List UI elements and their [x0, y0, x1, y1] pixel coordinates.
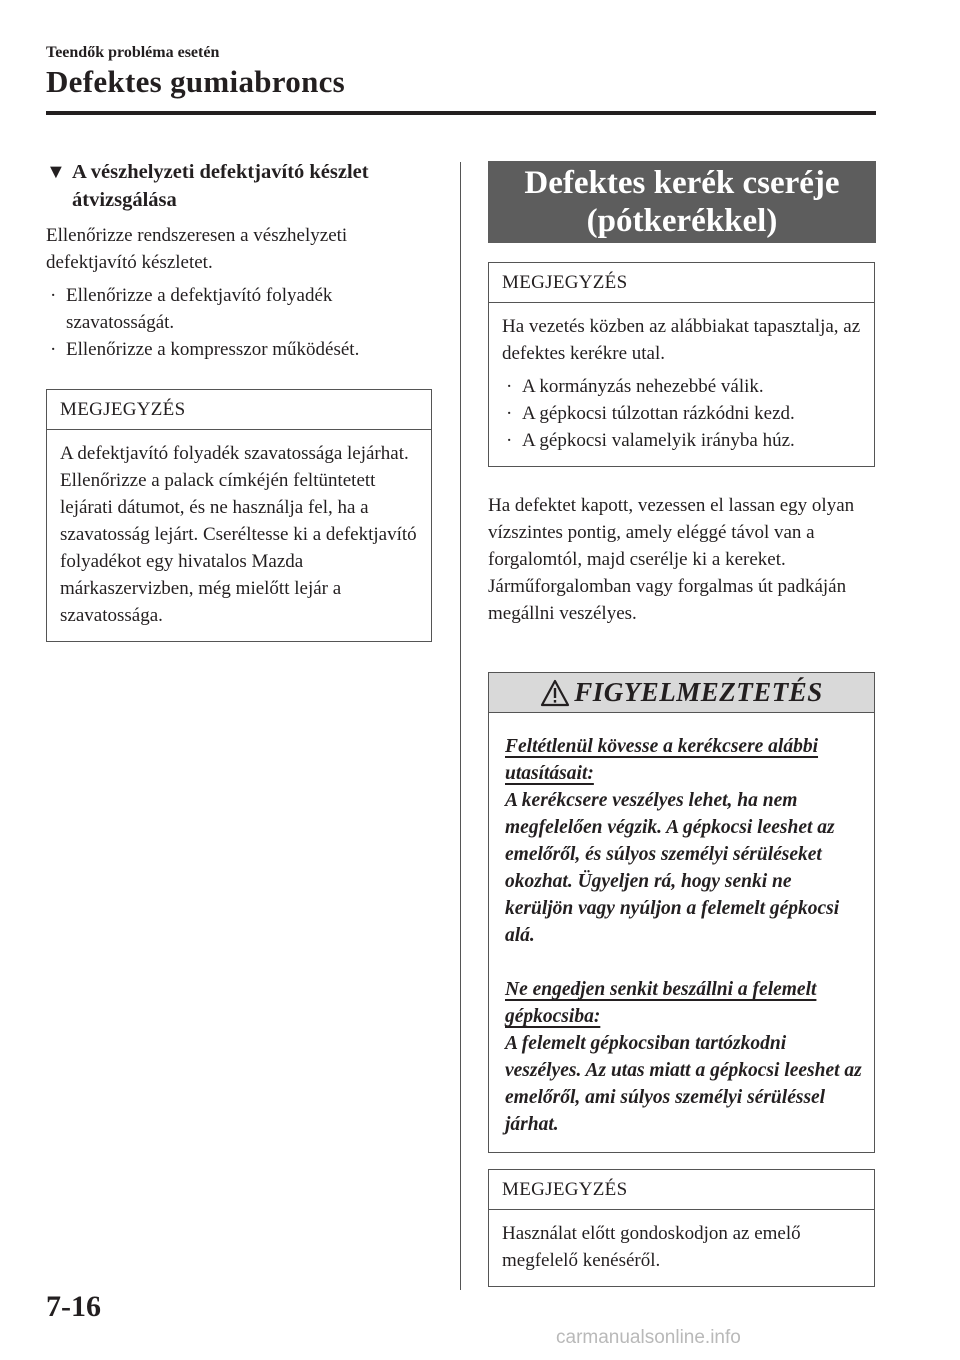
- note-box-left: [46, 389, 432, 642]
- subsection-heading-line2: átvizsgálása: [72, 189, 177, 211]
- warning-box: [488, 672, 875, 1153]
- note-title: MEGJEGYZÉS: [489, 263, 874, 303]
- section-banner: [488, 161, 876, 243]
- paragraph-2: Járműforgalomban vagy forgalmas út padkáján megállni veszélyes.: [488, 576, 847, 624]
- intro-paragraph: Ellenőrizze rendszeresen a vészhelyzeti defektjavító készletet.: [46, 225, 348, 273]
- warning-lead-2: Ne engedjen senkit beszállni a felemelt gépkocsiba:: [505, 979, 817, 1027]
- warning-triangle-icon: [540, 679, 570, 707]
- list-item: · A gépkocsi túlzottan rázkódni kezd.: [502, 400, 861, 427]
- warning-header: [489, 673, 874, 713]
- note-box-jack: [488, 1169, 875, 1287]
- paragraph-1: Ha defektet kapott, vezessen el lassan egy olyan vízszintes pontig, amely eléggé távol van a forgalomtól, majd cserélje ki a kereket.: [488, 495, 855, 570]
- banner-line2: (pótkerékkel): [586, 203, 778, 239]
- symptom-list: [502, 373, 861, 454]
- list-item: · Ellenőrizze a kompresszor működését.: [46, 336, 432, 363]
- triangle-marker-icon: ▼: [46, 161, 66, 183]
- bullet-icon: ·: [506, 376, 513, 397]
- note-title: MEGJEGYZÉS: [47, 390, 431, 430]
- subsection-heading-line1: A vészhelyzeti defektjavító készlet: [72, 161, 369, 183]
- check-list: [46, 282, 432, 363]
- warning-body: [489, 713, 874, 1152]
- bullet-icon: ·: [50, 285, 57, 306]
- warning-text-2: A felemelt gépkocsiban tartózkodni veszélyes. Az utas miatt a gépkocsi leeshet az emelőről, ami súlyos személyi sérüléssel járhat.: [505, 1033, 862, 1135]
- left-column: [46, 158, 432, 642]
- warning-lead-1: Feltétlenül kövesse a kerékcsere alábbi utasításait:: [505, 736, 819, 784]
- watermark: carmanualsonline.info: [556, 1327, 741, 1348]
- warning-title: FIGYELMEZTETÉS: [574, 677, 823, 707]
- subsection-heading: [46, 158, 432, 214]
- warning-text-1: A kerékcsere veszélyes lehet, ha nem megfelelően végzik. A gépkocsi leeshet az emelőről, és súlyos személyi sérüléseket okozhat. Ügyeljen rá, hogy senki ne kerüljön vagy nyúljon a felemelt gépkocsi alá.: [505, 790, 840, 946]
- bullet-icon: ·: [50, 339, 57, 360]
- page-title: Defektes gumiabroncs: [46, 64, 346, 99]
- title-rule: [46, 111, 876, 115]
- note-text: A defektjavító folyadék szavatossága lejárhat. Ellenőrizze a palack címkéjén feltüntetett lejárati dátumot, és ne használja fel, ha a szavatosság lejárt. Cseréltesse ki a defektjavító folyadékot egy hivatalos Mazda márkaszervizben, még mielőtt lejár a szavatossága.: [60, 443, 417, 626]
- bullet-icon: ·: [506, 430, 513, 451]
- column-divider: [460, 162, 461, 1290]
- list-item: · Ellenőrizze a defektjavító folyadék szavatosságát.: [46, 282, 432, 336]
- breadcrumb: Teendők probléma esetén: [46, 44, 220, 61]
- note-title: MEGJEGYZÉS: [489, 1170, 874, 1210]
- note-text: Ha vezetés közben az alábbiakat tapasztalja, az defektes kerékre utal.: [502, 316, 861, 364]
- banner-line1: Defektes kerék cseréje: [524, 165, 840, 201]
- flat-tire-paragraph: [488, 492, 878, 627]
- list-item: · A gépkocsi valamelyik irányba húz.: [502, 427, 861, 454]
- bullet-icon: ·: [506, 403, 513, 424]
- note-box-symptoms: [488, 262, 875, 467]
- note-text: Használat előtt gondoskodjon az emelő megfelelő kenéséről.: [502, 1223, 801, 1271]
- page-number: 7-16: [46, 1290, 101, 1323]
- list-item: · A kormányzás nehezebbé válik.: [502, 373, 861, 400]
